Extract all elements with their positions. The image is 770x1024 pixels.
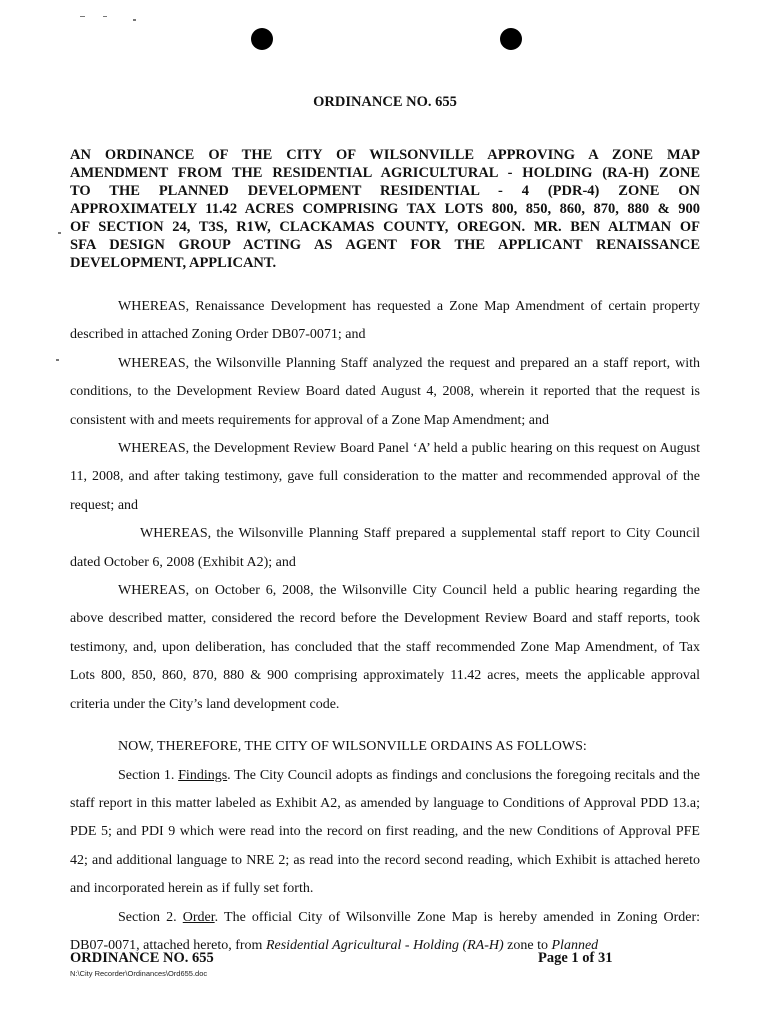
recital-paragraph: WHEREAS, the Wilsonville Planning Staff prepared a supplemental staff report to City Council dated October 6, 2008 (Exhibit A2); and bbox=[70, 526, 700, 570]
section-2-zone-to: Planned bbox=[551, 937, 599, 953]
caption-line: AN ORDINANCE OF THE CITY OF WILSONVILLE APPROVING A ZONE MAP bbox=[70, 147, 700, 163]
ordinance-caption bbox=[70, 146, 700, 254]
scan-speck bbox=[80, 16, 85, 17]
footer-page-number: Page 1 of 31 bbox=[538, 950, 613, 966]
margin-mark bbox=[56, 359, 59, 361]
caption-line: OF SECTION 24, T3S, R1W, CLACKAMAS COUNTY, OREGON. MR. BEN ALTMAN OF bbox=[70, 219, 700, 235]
scan-speck bbox=[133, 19, 136, 21]
ordinance-body bbox=[70, 293, 700, 960]
recital-paragraph: WHEREAS, on October 6, 2008, the Wilsonville City Council held a public hearing regarding the above described matter, considered the record before the Development Review Board and staff reports, took testimony, and, upon deliberation, has concluded that the staff recommended Zone Map Amendment, of Tax Lots 800, 850, 860, 870, 880 & 900 comprising approximately 11.42 acres, meets the applicable approval criteria under the City’s land development code. bbox=[70, 583, 700, 712]
footer-file-path: N:\City Recorder\Ordinances\Ord655.doc bbox=[70, 969, 208, 978]
footer-ordinance-number: ORDINANCE NO. 655 bbox=[70, 950, 214, 966]
caption-line: DEVELOPMENT, APPLICANT. bbox=[70, 255, 277, 271]
section-1-text: . The City Council adopts as findings and conclusions the foregoing recitals and the staff report in this matter labeled as Exhibit A2, as amended by language to Conditions of Approval PDD 13.a; PDE 5; and PDI 9 which were read into the record on first reading, and the new Conditions of Approval PFE 42; and additional language to NRE 2; as read into the record second reading, which Exhibit is attached hereto and incorporated herein as if fully set forth. bbox=[70, 767, 700, 897]
caption-line: TO THE PLANNED DEVELOPMENT RESIDENTIAL - 4 (PDR-4) ZONE ON bbox=[70, 183, 700, 199]
recital-paragraph: WHEREAS, the Wilsonville Planning Staff analyzed the request and prepared an a staff report, with conditions, to the Development Review Board dated August 4, 2008, wherein it reported that the request is consistent with and meets requirements for approval of a Zone Map Amendment; and bbox=[70, 355, 700, 428]
ordains-clause: NOW, THEREFORE, THE CITY OF WILSONVILLE ORDAINS AS FOLLOWS: bbox=[118, 739, 587, 755]
recital-paragraph: WHEREAS, Renaissance Development has requested a Zone Map Amendment of certain property described in attached Zoning Order DB07-0071; and bbox=[70, 299, 700, 343]
margin-mark bbox=[58, 232, 61, 234]
section-2-prefix: Section 2. bbox=[118, 909, 183, 925]
caption-line: APPROXIMATELY 11.42 ACRES COMPRISING TAX LOTS 800, 850, 860, 870, 880 & 900 bbox=[70, 201, 700, 217]
section-2-text: . The official City of Wilsonville Zone Map is hereby amended in Zoning Order: DB07-0071, attached hereto, from bbox=[70, 909, 700, 953]
punch-hole-right bbox=[500, 28, 522, 50]
section-1-heading: Findings bbox=[178, 767, 228, 783]
ordinance-title: ORDINANCE NO. 655 bbox=[313, 94, 457, 110]
caption-line: AMENDMENT FROM THE RESIDENTIAL AGRICULTURAL - HOLDING (RA-H) ZONE bbox=[70, 165, 700, 181]
recital-paragraph: WHEREAS, the Development Review Board Panel ‘A’ held a public hearing on this request on August 11, 2008, and after taking testimony, gave full consideration to the matter and recommended approval of the request; and bbox=[70, 441, 700, 513]
section-2-zone-from: Residential Agricultural - Holding (RA-H) bbox=[265, 937, 504, 953]
section-1-prefix: Section 1. bbox=[118, 767, 179, 783]
section-2-heading: Order bbox=[182, 909, 215, 925]
punch-hole-left bbox=[251, 28, 273, 50]
scan-speck bbox=[103, 16, 107, 17]
caption-line: SFA DESIGN GROUP ACTING AS AGENT FOR THE APPLICANT RENAISSANCE bbox=[70, 237, 700, 253]
section-2-mid: zone to bbox=[503, 937, 552, 953]
section-1 bbox=[70, 762, 700, 904]
